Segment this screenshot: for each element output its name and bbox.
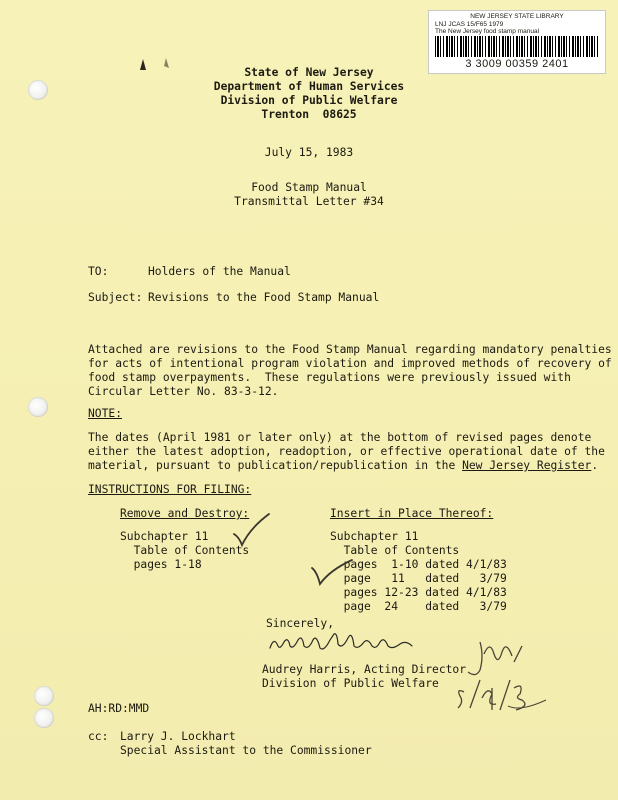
barcode-number: 3 3009 00359 2401: [465, 58, 569, 70]
note-line-3-period: .: [591, 459, 599, 472]
note-line-2: either the latest adoption, readoption, or effective operational date of the: [88, 445, 605, 458]
checkmark-insert-icon: [310, 556, 354, 588]
instructions-heading: INSTRUCTIONS FOR FILING:: [88, 483, 252, 496]
checkmark-remove-icon: [232, 512, 272, 548]
letterhead-state: State of New Jersey: [244, 66, 374, 79]
remove-heading: Remove and Destroy:: [120, 507, 250, 520]
cc-name: Larry J. Lockhart: [120, 730, 236, 743]
subject-value: Revisions to the Food Stamp Manual: [148, 291, 380, 304]
insert-line-5: pages 12-23 dated 4/1/83: [330, 586, 507, 599]
remove-line-2: Table of Contents: [120, 544, 250, 557]
signature-audrey-harris: [262, 628, 422, 656]
insert-line-4: page 11 dated 3/79: [330, 572, 507, 585]
transmittal-letter-number: Transmittal Letter #34: [234, 195, 384, 208]
new-jersey-register: New Jersey Register: [462, 459, 592, 472]
insert-line-2: Table of Contents: [330, 544, 460, 557]
body-line-2: for acts of intentional program violation and improved methods of recovery of: [88, 357, 612, 370]
label-library-name: NEW JERSEY STATE LIBRARY: [470, 13, 564, 20]
letter-date: July 15, 1983: [264, 146, 354, 159]
reference-initials: AH:RD:MMD: [88, 702, 150, 715]
cc-label: cc:: [88, 730, 109, 743]
note-line-1: The dates (April 1981 or later only) at the bottom of revised pages denote: [88, 431, 592, 444]
barcode: [435, 36, 599, 57]
signer-division: Division of Public Welfare: [262, 677, 439, 690]
signer-name-title: Audrey Harris, Acting Director: [262, 663, 467, 676]
letterhead-division: Division of Public Welfare: [220, 94, 398, 107]
insert-line-1: Subchapter 11: [330, 530, 419, 543]
remove-line-3: pages 1-18: [120, 558, 202, 571]
handwritten-initials-date: [450, 636, 560, 718]
label-title: The New Jersey food stamp manual: [435, 28, 540, 35]
letterhead-city: Trenton 08625: [261, 108, 357, 121]
manual-title: Food Stamp Manual: [251, 181, 367, 194]
body-line-1: Attached are revisions to the Food Stamp Manual regarding mandatory penalties: [88, 343, 612, 356]
note-line-3: [88, 459, 598, 473]
punch-hole-middle: [28, 397, 48, 417]
salutation: Sincerely,: [266, 617, 335, 630]
note-line-3-text: material, pursuant to publication/republication in the: [88, 459, 463, 472]
body-line-3: food stamp overpayments. These regulations were previously issued with: [88, 371, 571, 384]
insert-line-6: page 24 dated 3/79: [330, 600, 507, 613]
punch-hole-bottom-2: [34, 708, 54, 728]
label-call-number: LNJ JCAS 15/F65 1979: [435, 21, 504, 28]
body-line-4: Circular Letter No. 83-3-12.: [88, 385, 279, 398]
insert-heading: Insert in Place Thereof:: [330, 507, 494, 520]
punch-hole-bottom-1: [34, 686, 54, 706]
cc-title: Special Assistant to the Commissioner: [120, 744, 372, 757]
letterhead-department: Department of Human Services: [213, 80, 405, 93]
note-heading: NOTE:: [88, 407, 123, 420]
subject-label: Subject:: [88, 291, 143, 304]
remove-line-1: Subchapter 11: [120, 530, 209, 543]
insert-line-3: pages 1-10 dated 4/1/83: [330, 558, 507, 571]
to-value: Holders of the Manual: [148, 265, 291, 278]
library-barcode-label: [428, 10, 606, 74]
to-label: TO:: [88, 265, 109, 278]
